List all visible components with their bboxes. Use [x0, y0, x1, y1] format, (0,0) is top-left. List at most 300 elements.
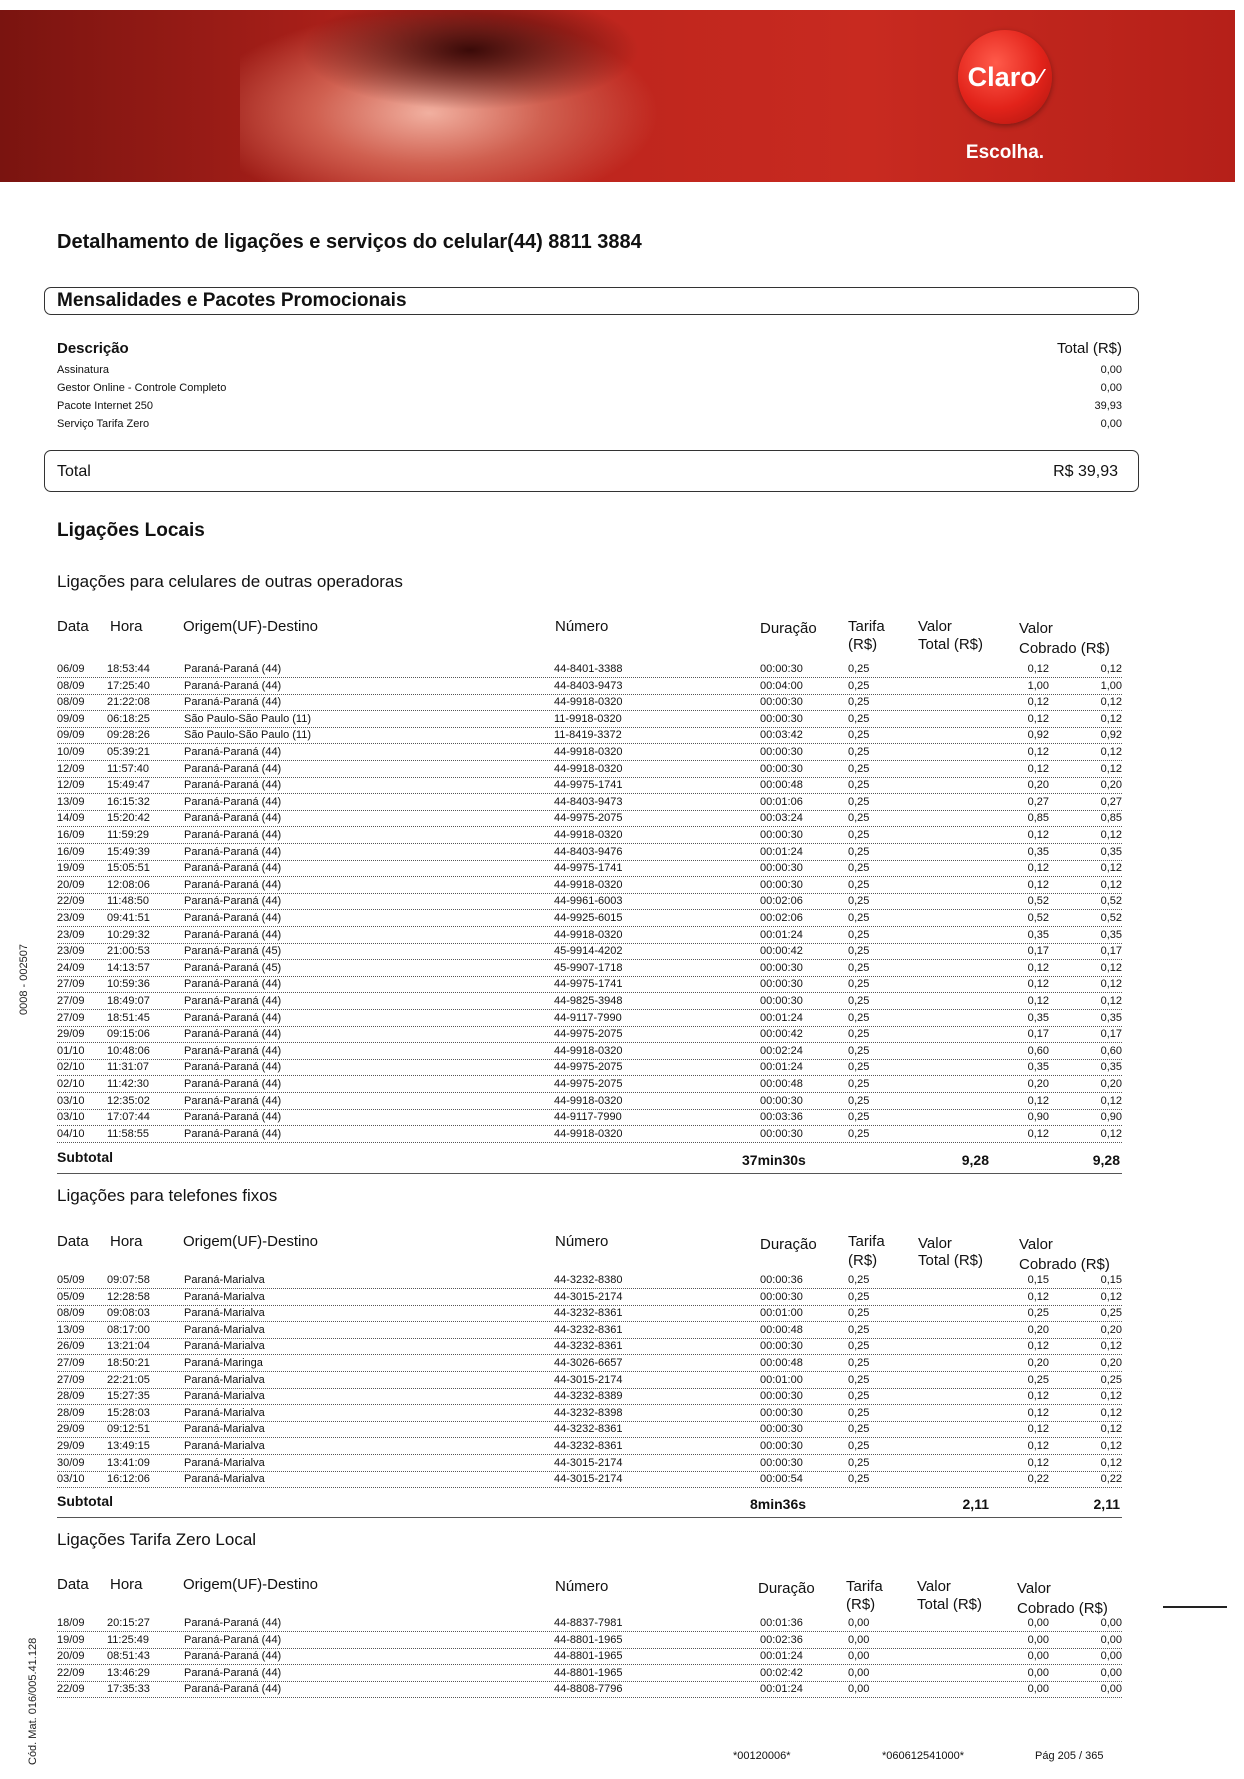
col-tarifa: 0,25 [848, 729, 870, 742]
col-origem: Paraná-Paraná (44) [184, 812, 282, 825]
table-row [57, 976, 1122, 993]
col-origem: Paraná-Paraná (44) [184, 845, 282, 858]
col-tarifa: 0,25 [848, 912, 870, 924]
col-valor-cobrado: 0,20 [1100, 779, 1122, 792]
col-tarifa: 0,25 [848, 1390, 870, 1403]
col-tarifa: 0,25 [848, 1028, 870, 1041]
col-data: 14/09 [57, 812, 85, 825]
col-data: 27/09 [57, 978, 85, 991]
col-valor-cobrado: 0,12 [1100, 1290, 1122, 1303]
col-tarifa: 0,25 [848, 1473, 870, 1486]
col-duracao: 00:00:30 [760, 1127, 803, 1140]
col-hora: 08:51:43 [107, 1650, 150, 1663]
col-tarifa: 0,00 [848, 1666, 870, 1679]
table-row [57, 1388, 1122, 1405]
col-valor-cobrado: 0,12 [1100, 1340, 1122, 1353]
col-valor-cobrado: 0,15 [1100, 1274, 1122, 1286]
col-tarifa: 0,25 [848, 895, 870, 908]
subtotal-cobrado: 2,11 [1093, 1496, 1120, 1512]
col-origem: Paraná-Marialva [184, 1423, 265, 1436]
col-valor-cobrado: 0,35 [1100, 928, 1122, 941]
col-numero: 11-8419-3372 [554, 729, 622, 742]
col-data: 19/09 [57, 1633, 85, 1646]
col-origem: Paraná-Maringa [184, 1357, 263, 1369]
col-origem: Paraná-Paraná (44) [184, 779, 282, 792]
col-duracao: 00:00:30 [760, 663, 803, 675]
col-valor-total: 0,20 [1027, 779, 1049, 792]
col-tarifa: 0,25 [848, 1340, 870, 1353]
table-row [57, 1471, 1122, 1488]
col-valor-cobrado: 0,52 [1100, 895, 1122, 908]
col-valor-total: 0,00 [1027, 1666, 1049, 1679]
col-duracao: 00:00:30 [760, 961, 803, 974]
col-tarifa: 0,25 [848, 1011, 870, 1024]
col-data: 27/09 [57, 1357, 85, 1369]
col-valor-cobrado: 0,20 [1100, 1357, 1122, 1369]
th-numero: Número [555, 1578, 609, 1595]
col-numero: 44-3232-8361 [554, 1307, 623, 1320]
col-data: 05/09 [57, 1274, 85, 1286]
col-tarifa: 0,25 [848, 829, 870, 841]
col-hora: 11:57:40 [107, 762, 150, 775]
col-origem: Paraná-Paraná (44) [184, 679, 282, 692]
col-data: 23/09 [57, 912, 85, 924]
table-row [57, 1438, 1122, 1455]
col-valor-cobrado: 0,12 [1100, 1423, 1122, 1436]
col-valor-total: 0,12 [1027, 995, 1049, 1007]
col-hora: 13:46:29 [107, 1666, 150, 1679]
col-valor-total: 0,00 [1027, 1683, 1049, 1696]
col-hora: 14:13:57 [107, 961, 150, 974]
footer-code-2: *060612541000* [882, 1750, 964, 1762]
col-valor-total: 0,90 [1027, 1111, 1049, 1124]
col-tarifa: 0,00 [848, 1633, 870, 1646]
col-valor-cobrado: 0,12 [1100, 1390, 1122, 1403]
col-tarifa: 0,25 [848, 1078, 870, 1090]
th-tarifa-unit: (R$) [846, 1596, 876, 1613]
th-tarifa-unit: (R$) [848, 636, 878, 653]
col-hora: 09:07:58 [107, 1274, 150, 1286]
col-data: 16/09 [57, 829, 85, 841]
col-hora: 11:25:49 [107, 1633, 150, 1646]
col-numero: 44-8801-1965 [554, 1650, 623, 1663]
col-hora: 05:39:21 [107, 746, 150, 758]
col-numero: 44-8403-9473 [554, 679, 623, 692]
col-origem: Paraná-Marialva [184, 1323, 265, 1336]
col-duracao: 00:00:30 [760, 1094, 803, 1107]
col-origem: Paraná-Paraná (44) [184, 1044, 282, 1057]
col-duracao: 00:00:42 [760, 1028, 803, 1041]
col-hora: 09:12:51 [107, 1423, 150, 1436]
col-tarifa: 0,25 [848, 1307, 870, 1320]
col-hora: 09:41:51 [107, 912, 150, 924]
col-valor-total: 0,92 [1027, 729, 1049, 742]
margin-mark [1163, 1606, 1227, 1608]
th-duracao: Duração [760, 1236, 817, 1253]
col-origem: Paraná-Paraná (44) [184, 696, 282, 709]
table-row [57, 1632, 1122, 1649]
th-duracao: Duração [760, 620, 817, 637]
col-valor-total: 0,12 [1027, 663, 1049, 675]
col-numero: 44-3232-8361 [554, 1423, 623, 1436]
col-valor-total: 0,12 [1027, 1390, 1049, 1403]
col-numero: 44-3015-2174 [554, 1290, 623, 1303]
th-duracao: Duração [758, 1580, 815, 1597]
col-origem: Paraná-Paraná (44) [184, 1617, 282, 1629]
col-duracao: 00:03:36 [760, 1111, 803, 1124]
col-valor-total: 0,52 [1027, 895, 1049, 908]
col-numero: 44-9975-1741 [554, 779, 623, 792]
col-valor-cobrado: 0,25 [1100, 1307, 1122, 1320]
col-valor-cobrado: 0,12 [1100, 878, 1122, 891]
col-tarifa: 0,25 [848, 1290, 870, 1303]
col-numero: 44-3232-8380 [554, 1274, 623, 1286]
col-hora: 18:50:21 [107, 1357, 150, 1369]
col-data: 28/09 [57, 1406, 85, 1419]
col-valor-total: 0,12 [1027, 1127, 1049, 1140]
table-row [57, 727, 1122, 744]
col-valor-cobrado: 0,17 [1100, 945, 1122, 958]
col-data: 12/09 [57, 779, 85, 792]
col-data: 27/09 [57, 995, 85, 1007]
divider [57, 1173, 1122, 1174]
col-numero: 44-3232-8361 [554, 1340, 623, 1353]
col-duracao: 00:01:24 [760, 928, 803, 941]
col-valor-cobrado: 0,12 [1100, 712, 1122, 725]
table-row [57, 1665, 1122, 1682]
table-row [57, 827, 1122, 844]
col-numero: 44-3232-8398 [554, 1406, 623, 1419]
col-valor-cobrado: 1,00 [1100, 679, 1122, 692]
logo-mark-icon: ⁄ [1038, 65, 1043, 88]
subtotal-label: Subtotal [57, 1149, 113, 1165]
col-origem: Paraná-Marialva [184, 1473, 265, 1486]
col-valor-cobrado: 0,12 [1100, 1094, 1122, 1107]
col-data: 06/09 [57, 663, 85, 675]
table-row [57, 711, 1122, 728]
table-row [57, 1405, 1122, 1422]
col-numero: 44-8808-7796 [554, 1683, 623, 1696]
section-title: Ligações para celulares de outras operadoras [57, 572, 403, 591]
col-duracao: 00:02:06 [760, 912, 803, 924]
col-valor-cobrado: 0,12 [1100, 1456, 1122, 1469]
item-desc: Gestor Online - Controle Completo [57, 382, 227, 394]
item-total: 0,00 [1100, 364, 1122, 376]
col-valor-cobrado: 0,20 [1100, 1078, 1122, 1090]
table-row [57, 877, 1122, 894]
col-hora: 11:58:55 [107, 1127, 150, 1140]
col-origem: Paraná-Paraná (44) [184, 762, 282, 775]
col-valor-cobrado: 0,35 [1100, 1061, 1122, 1074]
col-duracao: 00:01:00 [760, 1307, 803, 1320]
col-valor-cobrado: 0,12 [1100, 762, 1122, 775]
mensalidades-title: Mensalidades e Pacotes Promocionais [57, 290, 407, 311]
col-hora: 16:12:06 [107, 1473, 150, 1486]
subtotal-cobrado: 9,28 [1092, 1152, 1120, 1168]
th-valor-cobrado: Valor [1019, 1236, 1053, 1253]
col-hora: 10:59:36 [107, 978, 150, 991]
table-row [57, 1648, 1122, 1665]
col-data: 26/09 [57, 1340, 85, 1353]
col-data: 05/09 [57, 1290, 85, 1303]
table-row [57, 661, 1122, 678]
table-row [57, 1681, 1122, 1698]
col-hora: 12:35:02 [107, 1094, 150, 1107]
col-numero: 44-3015-2174 [554, 1473, 623, 1486]
col-valor-cobrado: 0,12 [1100, 1127, 1122, 1140]
col-numero: 44-9825-3948 [554, 995, 623, 1007]
col-numero: 44-3015-2174 [554, 1456, 623, 1469]
col-numero: 45-9907-1718 [554, 961, 623, 974]
col-valor-cobrado: 0,92 [1100, 729, 1122, 742]
col-data: 22/09 [57, 1666, 85, 1679]
logo-text: Claro [967, 61, 1037, 92]
col-duracao: 00:01:24 [760, 845, 803, 858]
col-duracao: 00:00:30 [760, 1423, 803, 1436]
col-valor-cobrado: 0,12 [1100, 862, 1122, 875]
col-hora: 06:18:25 [107, 712, 150, 725]
table-row [57, 694, 1122, 711]
col-numero: 44-9918-0320 [554, 878, 623, 891]
section-title: Ligações para telefones fixos [57, 1186, 278, 1205]
col-origem: Paraná-Marialva [184, 1373, 265, 1386]
col-numero: 44-9918-0320 [554, 1094, 623, 1107]
col-data: 23/09 [57, 945, 85, 958]
col-data: 16/09 [57, 845, 85, 858]
col-valor-cobrado: 0,60 [1100, 1044, 1122, 1057]
col-hora: 22:21:05 [107, 1373, 150, 1386]
col-numero: 44-9975-2075 [554, 812, 623, 825]
col-valor-cobrado: 0,22 [1100, 1473, 1122, 1486]
col-duracao: 00:01:36 [760, 1617, 803, 1629]
col-valor-cobrado: 0,90 [1100, 1111, 1122, 1124]
th-valor-total: Valor [917, 1578, 951, 1595]
col-duracao: 00:00:30 [760, 1290, 803, 1303]
subtotal-total: 9,28 [961, 1152, 989, 1168]
table-row [57, 1455, 1122, 1472]
col-duracao: 00:01:06 [760, 795, 803, 808]
table-row [57, 678, 1122, 695]
col-descricao: Descrição [57, 340, 129, 357]
col-valor-cobrado: 0,17 [1100, 1028, 1122, 1041]
col-data: 13/09 [57, 1323, 85, 1336]
th-valor-total-unit: Total (R$) [918, 636, 984, 653]
col-hora: 18:49:07 [107, 995, 150, 1007]
col-origem: Paraná-Paraná (44) [184, 1666, 282, 1679]
col-data: 18/09 [57, 1617, 85, 1629]
col-valor-total: 0,35 [1027, 1011, 1049, 1024]
col-duracao: 00:00:48 [760, 779, 803, 792]
col-data: 20/09 [57, 878, 85, 891]
col-data: 29/09 [57, 1440, 85, 1452]
col-valor-total: 0,12 [1027, 862, 1049, 875]
col-hora: 15:49:39 [107, 845, 150, 858]
col-origem: Paraná-Paraná (44) [184, 1633, 282, 1646]
th-valor-total-unit: Total (R$) [918, 1252, 984, 1269]
th-valor-total-unit: Total (R$) [917, 1596, 983, 1613]
col-valor-total: 0,17 [1027, 945, 1049, 958]
item-total: 0,00 [1100, 418, 1122, 430]
col-origem: Paraná-Paraná (44) [184, 862, 282, 875]
col-data: 12/09 [57, 762, 85, 775]
col-valor-total: 0,12 [1027, 746, 1049, 758]
col-data: 28/09 [57, 1390, 85, 1403]
col-valor-total: 0,12 [1027, 696, 1049, 709]
col-numero: 44-8837-7981 [554, 1617, 623, 1629]
col-tarifa: 0,25 [848, 995, 870, 1007]
th-origem: Origem(UF)-Destino [183, 1233, 319, 1250]
col-valor-total: 0,25 [1027, 1373, 1049, 1386]
col-valor-total: 0,00 [1027, 1650, 1049, 1663]
th-tarifa: Tarifa [848, 618, 885, 635]
col-duracao: 00:04:00 [760, 679, 803, 692]
col-valor-total: 0,00 [1027, 1617, 1049, 1629]
col-valor-total: 0,60 [1027, 1044, 1049, 1057]
col-tarifa: 0,25 [848, 679, 870, 692]
page-number: Pág 205 / 365 [1035, 1750, 1104, 1762]
col-hora: 09:08:03 [107, 1307, 150, 1320]
col-numero: 44-9975-2075 [554, 1061, 623, 1074]
col-tarifa: 0,25 [848, 712, 870, 725]
brand-tagline: Escolha. [965, 142, 1045, 163]
col-valor-cobrado: 0,25 [1100, 1373, 1122, 1386]
col-numero: 44-3026-6657 [554, 1357, 623, 1369]
col-numero: 44-9117-7990 [554, 1011, 622, 1024]
col-numero: 44-9918-0320 [554, 928, 623, 941]
col-data: 13/09 [57, 795, 85, 808]
col-hora: 21:22:08 [107, 696, 150, 709]
col-tarifa: 0,25 [848, 1406, 870, 1419]
col-data: 02/10 [57, 1061, 85, 1074]
col-data: 27/09 [57, 1373, 85, 1386]
th-valor-cobrado: Valor [1019, 620, 1053, 637]
col-valor-cobrado: 0,85 [1100, 812, 1122, 825]
col-valor-cobrado: 0,12 [1100, 696, 1122, 709]
col-hora: 13:21:04 [107, 1340, 150, 1353]
item-desc: Assinatura [57, 364, 109, 376]
col-tarifa: 0,25 [848, 696, 870, 709]
col-hora: 17:07:44 [107, 1111, 150, 1124]
col-origem: Paraná-Paraná (44) [184, 795, 282, 808]
col-data: 23/09 [57, 928, 85, 941]
col-tarifa: 0,25 [848, 1323, 870, 1336]
claro-logo [958, 30, 1052, 124]
subtotal-total: 2,11 [962, 1496, 989, 1512]
table-row [57, 1615, 1122, 1632]
col-duracao: 00:00:36 [760, 1274, 803, 1286]
col-valor-total: 0,35 [1027, 845, 1049, 858]
col-valor-total: 0,12 [1027, 961, 1049, 974]
col-origem: Paraná-Paraná (44) [184, 978, 282, 991]
col-valor-total: 0,25 [1027, 1307, 1049, 1320]
col-valor-total: 0,35 [1027, 1061, 1049, 1074]
table-row [57, 761, 1122, 778]
table-row [57, 810, 1122, 827]
item-desc: Serviço Tarifa Zero [57, 418, 150, 430]
col-data: 22/09 [57, 1683, 85, 1696]
col-valor-total: 0,12 [1027, 1094, 1049, 1107]
col-origem: Paraná-Paraná (44) [184, 912, 282, 924]
col-valor-cobrado: 0,00 [1100, 1617, 1122, 1629]
th-tarifa: Tarifa [846, 1578, 883, 1595]
col-valor-cobrado: 0,52 [1100, 912, 1122, 924]
th-valor-cobrado-unit: Cobrado (R$) [1019, 1256, 1110, 1273]
col-tarifa: 0,25 [848, 978, 870, 991]
table-row [57, 1372, 1122, 1389]
col-hora: 20:15:27 [107, 1617, 150, 1629]
col-tarifa: 0,00 [848, 1617, 870, 1629]
col-duracao: 00:01:24 [760, 1061, 803, 1074]
col-data: 29/09 [57, 1423, 85, 1436]
th-numero: Número [555, 1233, 609, 1250]
col-valor-total: 0,12 [1027, 1290, 1049, 1303]
col-duracao: 00:00:30 [760, 978, 803, 991]
col-origem: Paraná-Paraná (44) [184, 1028, 282, 1041]
col-valor-cobrado: 0,35 [1100, 1011, 1122, 1024]
col-tarifa: 0,25 [848, 1061, 870, 1074]
total-label: Total [57, 463, 91, 480]
table-row [57, 844, 1122, 861]
col-numero: 44-9918-0320 [554, 1127, 623, 1140]
col-data: 24/09 [57, 961, 85, 974]
col-valor-cobrado: 0,35 [1100, 845, 1122, 858]
table-row [57, 1010, 1122, 1027]
table-row [57, 860, 1122, 877]
col-origem: Paraná-Paraná (45) [184, 961, 282, 974]
col-valor-total: 0,27 [1027, 795, 1049, 808]
col-origem: Paraná-Marialva [184, 1456, 265, 1469]
col-duracao: 00:01:24 [760, 1650, 803, 1663]
col-origem: Paraná-Paraná (44) [184, 1011, 282, 1024]
table-row [57, 993, 1122, 1010]
th-origem: Origem(UF)-Destino [183, 1576, 319, 1593]
col-valor-cobrado: 0,00 [1100, 1650, 1122, 1663]
col-valor-cobrado: 0,20 [1100, 1323, 1122, 1336]
col-valor-cobrado: 0,12 [1100, 961, 1122, 974]
col-numero: 44-9925-6015 [554, 912, 623, 924]
col-valor-total: 0,20 [1027, 1323, 1049, 1336]
col-valor-cobrado: 0,12 [1100, 1406, 1122, 1419]
col-origem: Paraná-Paraná (44) [184, 1094, 282, 1107]
col-hora: 15:28:03 [107, 1406, 150, 1419]
col-numero: 44-8403-9473 [554, 795, 623, 808]
col-origem: Paraná-Paraná (45) [184, 945, 282, 958]
th-hora: Hora [110, 1233, 143, 1250]
th-tarifa: Tarifa [848, 1233, 885, 1250]
col-origem: Paraná-Paraná (44) [184, 746, 282, 758]
col-tarifa: 0,25 [848, 779, 870, 792]
col-valor-total: 1,00 [1027, 679, 1049, 692]
col-duracao: 00:00:30 [760, 1340, 803, 1353]
item-total: 39,93 [1094, 400, 1122, 412]
col-data: 04/10 [57, 1127, 85, 1140]
col-hora: 15:05:51 [107, 862, 150, 875]
col-duracao: 00:02:36 [760, 1633, 803, 1646]
col-origem: Paraná-Marialva [184, 1440, 265, 1452]
col-numero: 44-8801-1965 [554, 1666, 623, 1679]
col-valor-total: 0,85 [1027, 812, 1049, 825]
col-numero: 44-3232-8361 [554, 1323, 623, 1336]
col-origem: Paraná-Paraná (44) [184, 895, 282, 908]
col-hora: 11:48:50 [107, 895, 150, 908]
th-valor-cobrado: Valor [1017, 1580, 1051, 1597]
col-valor-cobrado: 0,00 [1100, 1633, 1122, 1646]
col-numero: 11-9918-0320 [554, 712, 622, 725]
col-hora: 08:17:00 [107, 1323, 150, 1336]
th-valor-cobrado-unit: Cobrado (R$) [1019, 640, 1110, 657]
col-origem: Paraná-Paraná (44) [184, 878, 282, 891]
col-data: 27/09 [57, 1011, 85, 1024]
